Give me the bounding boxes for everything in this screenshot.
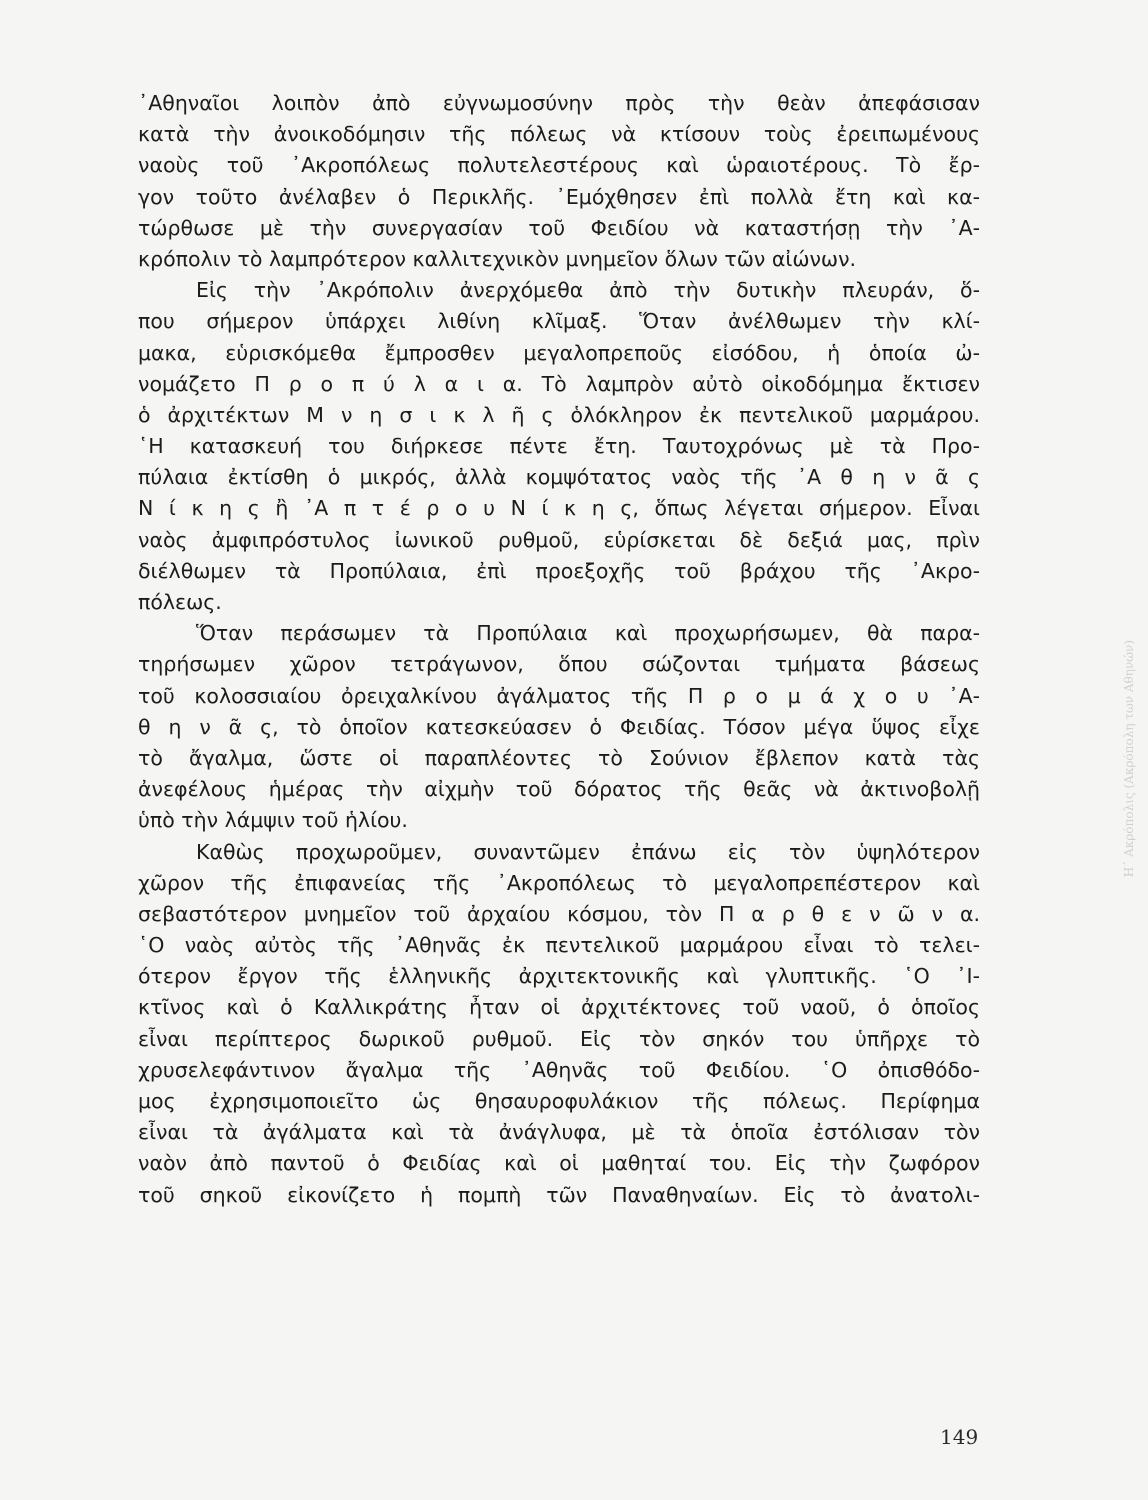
text-line: εἶναι περίπτερος δωρικοῦ ρυθμοῦ. Εἰς τὸν σηκόν του ὑπῆρχε τὸ xyxy=(138,1026,980,1051)
text-line: τηρήσωμεν χῶρον τετράγωνον, ὅπου σώζονται τμήματα βάσεως xyxy=(138,652,980,677)
text-line: ὑπὸ τὴν λάμψιν τοῦ ἡλίου. xyxy=(138,808,408,833)
text-line: σεβαστότερον μνημεῖον τοῦ ἀρχαίου κόσμου, τὸν Π α ρ θ ε ν ῶ ν α. xyxy=(138,901,980,926)
text-line: νομάζετο Π ρ ο π ύ λ α ι α. Τὸ λαμπρὸν αὐτὸ οἰκοδόμημα ἔκτισεν xyxy=(138,371,980,396)
text-line: πόλεως. xyxy=(138,590,222,614)
text-line: διέλθωμεν τὰ Προπύλαια, ἐπὶ προεξοχῆς τοῦ βράχου τῆς ᾿Ακρο- xyxy=(138,558,980,583)
text-line: τὸ ἄγαλμα, ὥστε οἱ παραπλέοντες τὸ Σούνιον ἔβλεπον κατὰ τὰς xyxy=(138,745,980,770)
margin-note: Η΄ Ακρόπολις (Ακρόπολη των Αθηνών) xyxy=(1122,640,1136,878)
text-line: που σήμερον ὑπάρχει λιθίνη κλῖμαξ. Ὅταν ἀνέλθωμεν τὴν κλί- xyxy=(138,309,980,334)
text-line: τώρθωσε μὲ τὴν συνεργασίαν τοῦ Φειδίου νὰ καταστήσῃ τὴν ᾿Α- xyxy=(138,215,980,240)
text-line: Ὅταν περάσωμεν τὰ Προπύλαια καὶ προχωρήσωμεν, θὰ παρα- xyxy=(196,621,980,646)
body-text xyxy=(138,88,980,1211)
text-line: πύλαια ἐκτίσθη ὁ μικρός, ἀλλὰ κομψότατος ναὸς τῆς ᾿Α θ η ν ᾶ ς xyxy=(138,465,980,490)
text-line: κατὰ τὴν ἀνοικοδόμησιν τῆς πόλεως νὰ κτίσουν τοὺς ἐρειπωμένους xyxy=(138,122,980,147)
text-line: χῶρον τῆς ἐπιφανείας τῆς ᾿Ακροπόλεως τὸ μεγαλοπρεπέστερον καὶ xyxy=(138,870,980,895)
text-line: μος ἐχρησιμοποιεῖτο ὡς θησαυροφυλάκιον τῆς πόλεως. Περίφημα xyxy=(138,1089,980,1113)
text-line: ναοὺς τοῦ ᾿Ακροπόλεως πολυτελεστέρους καὶ ὡραιοτέρους. Τὸ ἔρ- xyxy=(138,153,980,178)
text-line: εἶναι τὰ ἀγάλματα καὶ τὰ ἀνάγλυφα, μὲ τὰ ὁποῖα ἐστόλισαν τὸν xyxy=(138,1120,980,1145)
text-line: ῾Ο ναὸς αὐτὸς τῆς ᾿Αθηνᾶς ἐκ πεντελικοῦ μαρμάρου εἶναι τὸ τελει- xyxy=(138,933,980,958)
text-line: Καθὼς προχωροῦμεν, συναντῶμεν ἐπάνω εἰς τὸν ὑψηλότερον xyxy=(196,839,980,864)
text-line: Ν ί κ η ς ἢ ᾿Α π τ έ ρ ο υ Ν ί κ η ς, ὅπως λέγεται σήμερον. Εἶναι xyxy=(138,496,980,521)
text-line: γον τοῦτο ἀνέλαβεν ὁ Περικλῆς. ᾿Εμόχθησεν ἐπὶ πολλὰ ἔτη καὶ κα- xyxy=(138,184,980,209)
text-line: χρυσελεφάντινον ἄγαλμα τῆς ᾿Αθηνᾶς τοῦ Φειδίου. ῾Ο ὀπισθόδο- xyxy=(138,1057,980,1082)
text-line: ότερον ἔργον τῆς ἑλληνικῆς ἀρχιτεκτονικῆς καὶ γλυπτικῆς. ῾Ο ᾿Ι- xyxy=(138,964,980,989)
text-line: ναὸς ἀμφιπρόστυλος ἰωνικοῦ ρυθμοῦ, εὑρίσκεται δὲ δεξιά μας, πρὶν xyxy=(138,527,980,552)
text-line: τοῦ κολοσσιαίου ὀρειχαλκίνου ἀγάλματος τῆς Π ρ ο μ ά χ ο υ ᾿Α- xyxy=(138,683,980,708)
text-line: μακα, εὑρισκόμεθα ἔμπροσθεν μεγαλοπρεποῦς εἰσόδου, ἡ ὁποία ὠ- xyxy=(138,340,980,365)
text-line: κτῖνος καὶ ὁ Καλλικράτης ἦταν οἱ ἀρχιτέκτονες τοῦ ναοῦ, ὁ ὁποῖος xyxy=(138,995,980,1020)
text-line: κρόπολιν τὸ λαμπρότερον καλλιτεχνικὸν μνημεῖον ὅλων τῶν αἰώνων. xyxy=(138,246,857,271)
text-line: ἀνεφέλους ἡμέρας τὴν αἰχμὴν τοῦ δόρατος τῆς θεᾶς νὰ ἀκτινοβολῇ xyxy=(138,777,980,802)
text-line: Εἰς τὴν ᾿Ακρόπολιν ἀνερχόμεθα ἀπὸ τὴν δυτικὴν πλευράν, ὅ- xyxy=(196,278,980,303)
text-line: ὁ ἀρχιτέκτων Μ ν η σ ι κ λ ῆ ς ὁλόκληρον ἐκ πεντελικοῦ μαρμάρου. xyxy=(138,402,980,427)
text-line: τοῦ σηκοῦ εἰκονίζετο ἡ πομπὴ τῶν Παναθηναίων. Εἰς τὸ ἀνατολι- xyxy=(138,1182,980,1207)
text-line: θ η ν ᾶ ς, τὸ ὁποῖον κατεσκεύασεν ὁ Φειδίας. Τόσον μέγα ὕψος εἶχε xyxy=(138,714,980,739)
text-line: ῾Η κατασκευή του διήρκεσε πέντε ἔτη. Ταυτοχρόνως μὲ τὰ Προ- xyxy=(138,434,980,459)
text-line: ναὸν ἀπὸ παντοῦ ὁ Φειδίας καὶ οἱ μαθηταί του. Εἰς τὴν ζωφόρον xyxy=(138,1151,980,1176)
text-line: ᾿Αθηναῖοι λοιπὸν ἀπὸ εὐγνωμοσύνην πρὸς τὴν θεὰν ἀπεφάσισαν xyxy=(138,91,980,115)
page-number: 149 xyxy=(940,1425,979,1449)
